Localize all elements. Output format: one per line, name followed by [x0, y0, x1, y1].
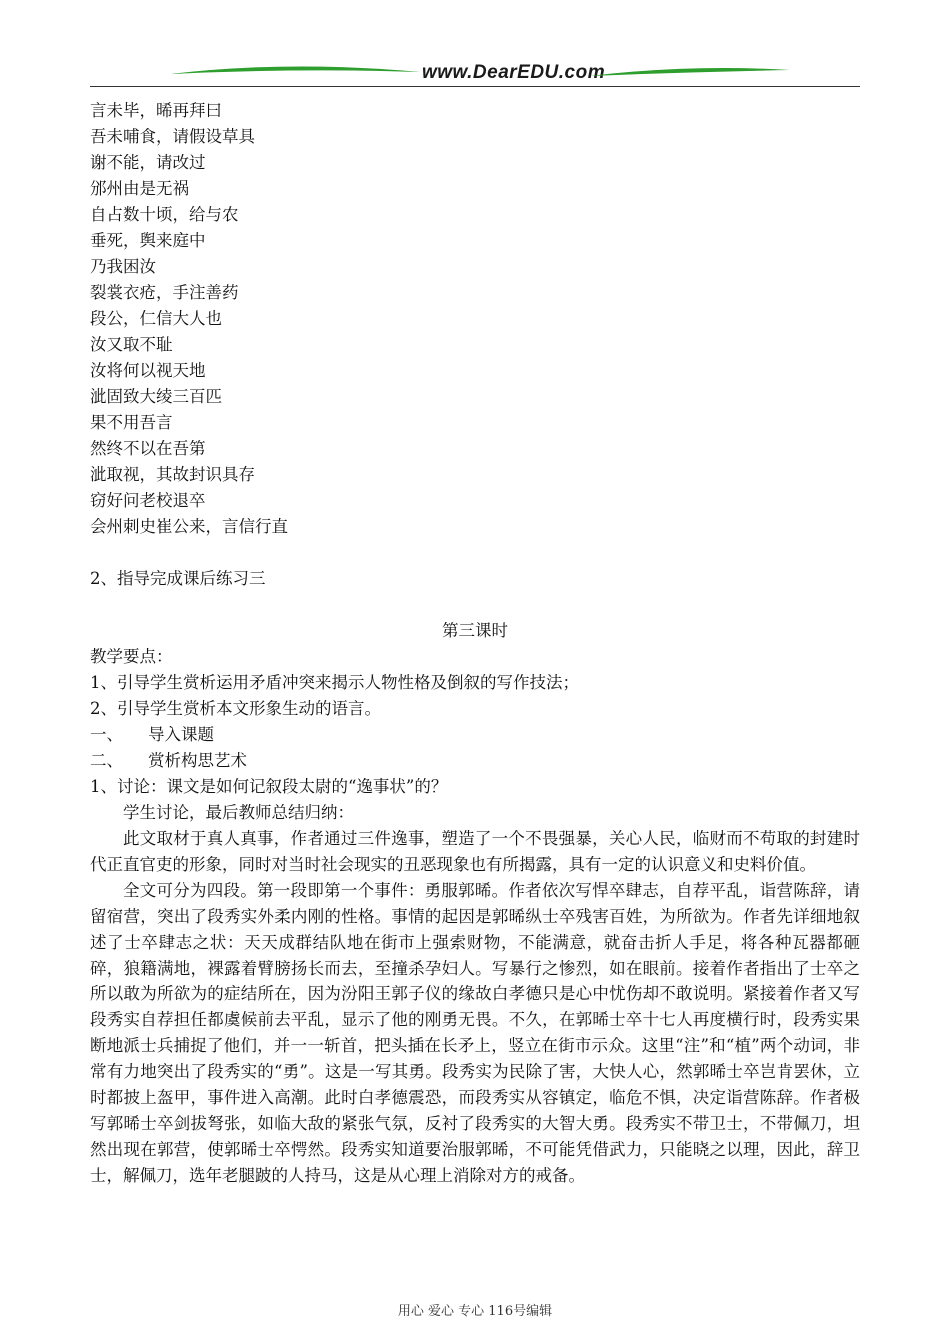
task-item: 2、指导完成课后练习三	[90, 569, 266, 588]
discussion-question: 1、讨论：课文是如何记叙段太尉的“逸事状”的？	[90, 777, 448, 796]
phrase-line: 汝将何以视天地	[90, 361, 206, 380]
phrase-line: 裂裳衣疮，手注善药	[90, 283, 239, 302]
phrase-line: 窃好问老校退卒	[90, 491, 206, 510]
key-point: 2、引导学生赏析本文形象生动的语言。	[90, 699, 381, 718]
right-swoosh-decoration	[590, 58, 790, 88]
key-points-label: 教学要点：	[90, 647, 173, 666]
phrase-line: 汝又取不耻	[90, 335, 173, 354]
key-point: 1、引导学生赏析运用矛盾冲突来揭示人物性格及倒叙的写作技法；	[90, 673, 579, 692]
site-logo: www.DearEDU.com	[422, 62, 606, 83]
document-body	[90, 98, 860, 1189]
step-item	[90, 722, 860, 748]
header-rule	[90, 86, 860, 87]
phrase-line: 吾未哺食，请假设草具	[90, 127, 255, 146]
phrase-line: 段公，仁信大人也	[90, 309, 222, 328]
page-header	[90, 58, 860, 90]
summary-paragraph: 此文取材于真人真事，作者通过三件逸事，塑造了一个不畏强暴，关心人民，临财而不苟取的封建时代正直官吏的形象，同时对当时社会现实的丑恶现象也有所揭露，具有一定的认识意义和史料价值。	[90, 829, 860, 874]
step-text: 赏析构思艺术	[148, 751, 247, 770]
phrase-line: 言未毕，晞再拜曰	[90, 101, 222, 120]
phrase-line: 泚取视，其故封识具存	[90, 465, 255, 484]
phrase-line: 垂死，舆来庭中	[90, 231, 206, 250]
step-number: 一、	[90, 725, 123, 744]
page-footer: 用心 爱心 专心 116号编辑	[397, 1304, 553, 1319]
phrase-line: 邠州由是无祸	[90, 179, 189, 198]
analysis-paragraph: 全文可分为四段。第一段即第一个事件：勇服郭晞。作者依次写悍卒肆志，自荐平乱，诣营陈辞，请留宿营，突出了段秀实外柔内刚的性格。事情的起因是郭晞纵士卒残害百姓，为所欲为。作者先详细地叙述了士卒肆志之状：天天成群结队地在街市上强索财物，不能满意，就奋击折人手足，将各种瓦器都砸碎，狼籍满地，裸露着臂膀扬长而去，至撞杀孕妇人。写暴行之惨烈，如在眼前。接着作者指出了士卒之所以敢为所欲为的症结所在，因为汾阳王郭子仪的缘故白孝德只是心中忧伤却不敢说明。紧接着作者又写段秀实自荐担任都虞候前去平乱，显示了他的刚勇无畏。不久，在郭晞士卒十七人再度横行时，段秀实果断地派士兵捕捉了他们，并一一斩首，把头插在长矛上，竖立在街市示众。这里“注”和“植”两个动词，非常有力地突出了段秀实的“勇”。这是一写其勇。段秀实为民除了害，大快人心，然郭晞士卒岂肯罢休，立时都披上盔甲，事件进入高潮。此时白孝德震恐，而段秀实从容镇定，临危不惧，决定诣营陈辞。作者极写郭晞士卒剑拔弩张，如临大敌的紧张气氛，反衬了段秀实的大智大勇。段秀实不带卫士，不带佩刀，坦然出现在郭营，使郭晞士卒愕然。段秀实知道要治服郭晞，不可能凭借武力，只能晓之以理，因此，辞卫士，解佩刀，选年老腿跛的人持马，这是从心理上消除对方的戒备。	[90, 880, 860, 1185]
step-number: 二、	[90, 751, 123, 770]
phrase-line: 泚固致大绫三百匹	[90, 387, 222, 406]
phrase-list	[90, 98, 860, 540]
phrase-line: 自占数十顷，给与农	[90, 205, 239, 224]
step-text: 导入课题	[148, 725, 214, 744]
left-swoosh-decoration	[170, 58, 420, 88]
step-item	[90, 748, 860, 774]
discussion-note: 学生讨论，最后教师总结归纳：	[123, 803, 354, 822]
lesson-title: 第三课时	[442, 621, 508, 640]
phrase-line: 会州刺史崔公来，言信行直	[90, 517, 288, 536]
phrase-line: 乃我困汝	[90, 257, 156, 276]
phrase-line: 果不用吾言	[90, 413, 173, 432]
phrase-line: 然终不以在吾第	[90, 439, 206, 458]
phrase-line: 谢不能，请改过	[90, 153, 206, 172]
